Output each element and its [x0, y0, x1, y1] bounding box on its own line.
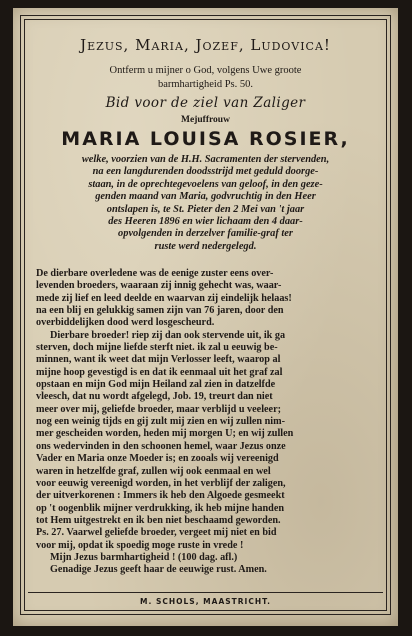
body-line: De dierbare overledene was de eenige zuster eens over-	[36, 268, 274, 279]
intro-line: genden maand van Maria, godvruchtig in den Heer	[95, 191, 316, 203]
motto-line-2: barmhartigheid Ps. 50.	[157, 79, 254, 90]
honorific: Mejuffrouw	[181, 115, 230, 125]
body-line: Vader en Maria onze Moeder is; en zooals wij vereenigd	[36, 453, 279, 465]
body-line: meer over mij, geliefde broeder, maar verblijd u veeleer;	[36, 403, 281, 415]
prayer-heading: Bid voor de ziel van Zaliger	[105, 95, 306, 111]
footer-divider	[28, 592, 383, 593]
deceased-name: MARIA LOUISA ROSIER,	[61, 128, 350, 150]
intro-line: welke, voorzien van de H.H. Sacramenten der stervenden,	[81, 154, 330, 165]
body-line: Dierbare broeder! riep zij dan ook stervende uit, ik ga	[50, 329, 286, 341]
body-line: mijne hoop gevestigd is en dat ik eenmaal uit het graf zal	[36, 366, 283, 378]
intro-line: staan, in de oprechtegevoelens van geloof, in den geze-	[88, 178, 323, 190]
body-line: sterven, doch mijne liefde sterft niet. ik zal u eeuwig be-	[36, 342, 278, 354]
body-line: vleesch, dat nu wordt afgelegd, Job. 19, treurt dan niet	[36, 391, 273, 403]
body-line: minnen, want ik weet dat mijn Verlosser leeft, waarop al	[36, 354, 281, 366]
intro-line: des Heeren 1896 en wier lichaam den 4 daar-	[108, 216, 303, 228]
intro-line: na een langdurenden doodsstrijd met geduld doorge-	[92, 166, 319, 178]
body-line: mede zij lief en leed deelde en waarvan zij eindelijk helaas!	[36, 292, 292, 304]
motto-line-1: Ontferm u mijner o God, volgens Uwe groote	[109, 65, 302, 76]
body-line: waren in hetzelfde graf, zullen wij ook eenmaal en wel	[36, 465, 271, 477]
death-notice	[28, 154, 383, 253]
body-line: Genadige Jezus geeft haar de eeuwige rust. Amen.	[50, 564, 267, 576]
body-line: opstaan en mijn God mijn Heiland zal zien in datzelfde	[36, 379, 276, 391]
body-line: der uitverkorenen : Immers ik heb den Algoede gesmeekt	[36, 490, 285, 502]
body-line: Mijn Jezus barmhartigheid ! (100 dag. afl.)	[50, 551, 238, 563]
intro-line: ruste werd nedergelegd.	[154, 240, 257, 252]
body-line: mer gescheiden worden, heden mij morgen U; en wij zullen	[36, 428, 294, 440]
body-line: na een blij en gelukkig samen zijn van 76 jaren, door den	[36, 305, 284, 317]
body-line: overbiddelijken dood werd losgescheurd.	[36, 317, 215, 329]
body-line: Ps. 27. Vaarwel geliefde broeder, vergeet mij niet en bid	[36, 527, 277, 539]
body-line: voor eeuwig vereenigd worden, in het verblijf der zaligen,	[36, 477, 286, 489]
body-line: levenden broeders, waaraan zij innig gehecht was, waar-	[36, 280, 282, 292]
body-line: ons wedervinden in den schoonen hemel, waar Jezus onze	[36, 440, 286, 452]
intro-line: opvolgenden in derzelver familie-graf ter	[118, 228, 293, 240]
invocation-heading: Jezus, Maria, Jozef, Ludovica!	[80, 36, 331, 54]
printer-credit: M. SCHOLS, MAASTRICHT.	[140, 597, 271, 606]
body-line: nog een weinig tijds en gij zult mij zien en wij zullen nim-	[36, 416, 286, 428]
body-line: op 't oogenblik mijner verdrukking, ik heb mijne handen	[36, 502, 285, 514]
body-line: tot Hem uitgestrekt en ik ben niet beschaamd geworden.	[36, 514, 281, 526]
intro-line: ontslapen is, te St. Pieter den 2 Mei van 't jaar	[106, 203, 305, 215]
memorial-text	[36, 268, 382, 577]
body-line: voor mij, opdat ik spoedig moge ruste in vrede !	[36, 539, 244, 551]
